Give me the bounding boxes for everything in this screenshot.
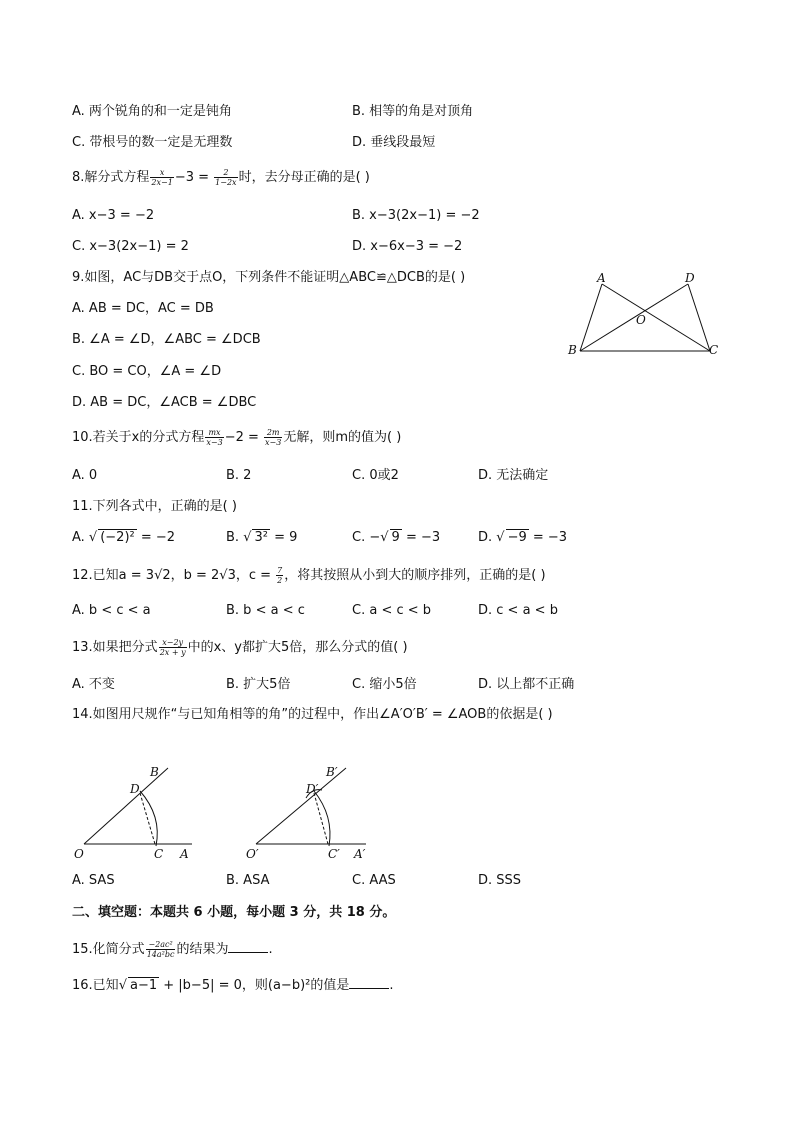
q14-option-c: C. AAS [352, 873, 396, 888]
q14-fig1-label-o: O [74, 847, 84, 861]
q13-option-a: A. 不变 [72, 677, 115, 692]
q8-mid: −3 = [174, 170, 210, 185]
q13-option-d: D. 以上都不正确 [478, 677, 575, 692]
q10-suffix: 无解，则m的值为( ) [283, 430, 402, 445]
q10-mid: −2 = [224, 430, 259, 445]
q7-option-d: D. 垂线段最短 [352, 135, 436, 150]
q8-fraction-2: $\frac{2}{1-2x}$ [215, 168, 237, 187]
q8-suffix: 时，去分母正确的是( ) [238, 170, 370, 185]
q8-option-b: B. x−3(2x−1) = −2 [352, 208, 480, 223]
q14-fig2-label-o: O′ [246, 847, 259, 861]
q8-option-a: A. x−3 = −2 [72, 208, 155, 223]
q10-option-d: D. 无法确定 [478, 468, 549, 483]
q11-option-a: A. √ (−2)² = −2 [72, 530, 176, 545]
q12-option-d: D. c < a < b [478, 603, 558, 618]
q9-option-d: D. AB = DC，∠ACB = ∠DBC [72, 395, 257, 410]
q13-option-b: B. 扩大5倍 [226, 677, 291, 692]
q9-option-a: A. AB = DC，AC = DB [72, 301, 214, 316]
q12-suffix: ，将其按照从小到大的顺序排列，正确的是( ) [284, 568, 546, 583]
q9-stem: 9.如图，AC与DB交于点O，下列条件不能证明△ABC≌△DCB的是( ) [72, 270, 466, 285]
q9-label-b: B [568, 343, 577, 357]
q12-prefix: 12.已知a = 3√2，b = 2√3，c = [72, 568, 272, 583]
q14-fig1-label-a: A [180, 847, 189, 861]
q8-option-d: D. x−6x−3 = −2 [352, 239, 463, 254]
q14-figure-1 [70, 760, 200, 865]
q13-fraction: $\frac{x-2y}{2x + y}$ [159, 638, 186, 657]
q14-stem: 14.如图用尺规作“与已知角相等的角”的过程中，作出∠A′O′B′ = ∠AOB的依据是( ) [72, 707, 553, 722]
q10-option-c: C. 0或2 [352, 468, 399, 483]
q9-label-a: A [597, 271, 606, 285]
q8-fraction-1: $\frac{x}{2x-1}$ [151, 168, 173, 187]
q12-fraction: $\frac{7}{2}$ [277, 566, 283, 585]
q10-option-a: A. 0 [72, 468, 98, 483]
q11-stem: 11.下列各式中，正确的是( ) [72, 499, 237, 514]
q15-answer-blank [228, 940, 268, 953]
q9-figure [560, 268, 730, 363]
q7-option-b: B. 相等的角是对顶角 [352, 104, 474, 119]
q14-fig1-label-c: C [154, 847, 164, 861]
q10-prefix: 10.若关于x的分式方程 [72, 430, 205, 445]
q14-fig1-label-b: B [150, 765, 159, 779]
q11-option-b: B. √ 3² = 9 [226, 530, 298, 545]
q7-option-a: A. 两个锐角的和一定是钝角 [72, 104, 232, 119]
q16-prefix: 16.已知 [72, 978, 119, 993]
q15-prefix: 15.化简分式 [72, 942, 145, 957]
q12-option-a: A. b < c < a [72, 603, 151, 618]
q11-option-d: D. √ −9 = −3 [478, 530, 568, 545]
q14-fig2-label-a: A′ [354, 847, 366, 861]
q15-stem: 15.化简分式 $\frac{\text{−2ac²}}{\text{14a²bc}}$ 的结果为 . [72, 940, 273, 959]
q10-fraction-2: $\frac{2m}{x-3}$ [265, 428, 282, 447]
q10-option-b: B. 2 [226, 468, 252, 483]
q12-option-b: B. b < a < c [226, 603, 305, 618]
q13-stem [72, 638, 408, 657]
section-heading: 二、填空题：本题共 6 小题，每小题 3 分，共 18 分。 [72, 905, 396, 920]
q16-mid: + |b−5| = 0，则(a−b)²的值是 [163, 978, 350, 993]
q15-suffix: 的结果为 [176, 942, 229, 957]
q16-radicand: a−1 [129, 978, 158, 993]
q12-stem [72, 566, 546, 585]
q9-label-c: C [709, 343, 719, 357]
q10-fraction-1: $\frac{mx}{x-3}$ [206, 428, 223, 447]
q10-stem [72, 428, 401, 447]
q15-fraction: $\frac{\text{−2ac²}}{\text{14a²bc}}$ [146, 940, 175, 959]
q14-option-d: D. SSS [478, 873, 522, 888]
q8-stem [72, 168, 370, 187]
q12-option-c: C. a < c < b [352, 603, 432, 618]
q14-fig1-label-d: D [130, 782, 140, 796]
q14-fig2-label-b: B′ [326, 765, 338, 779]
q14-fig2-label-c: C′ [328, 847, 340, 861]
q8-prefix: 8.解分式方程 [72, 170, 150, 185]
q14-figure-2 [242, 760, 382, 865]
q13-option-c: C. 缩小5倍 [352, 677, 417, 692]
q9-option-b: B. ∠A = ∠D，∠ABC = ∠DCB [72, 332, 261, 347]
q14-option-b: B. ASA [226, 873, 270, 888]
q13-prefix: 13.如果把分式 [72, 640, 158, 655]
q7-option-c: C. 带根号的数一定是无理数 [72, 135, 233, 150]
q9-label-o: O [636, 313, 646, 327]
q8-option-c: C. x−3(2x−1) = 2 [72, 239, 189, 254]
q9-label-d: D [685, 271, 695, 285]
q13-suffix: 中的x、y都扩大5倍，那么分式的值( ) [187, 640, 408, 655]
q16-answer-blank [349, 976, 389, 989]
q9-option-c: C. BO = CO，∠A = ∠D [72, 364, 222, 379]
q11-option-c: C. −√ 9 = −3 [352, 530, 441, 545]
q16-stem: 16.已知√ a−1 + |b−5| = 0，则(a−b)²的值是 . [72, 978, 394, 993]
q14-fig2-label-d: D′ [306, 782, 319, 796]
q14-option-a: A. SAS [72, 873, 115, 888]
